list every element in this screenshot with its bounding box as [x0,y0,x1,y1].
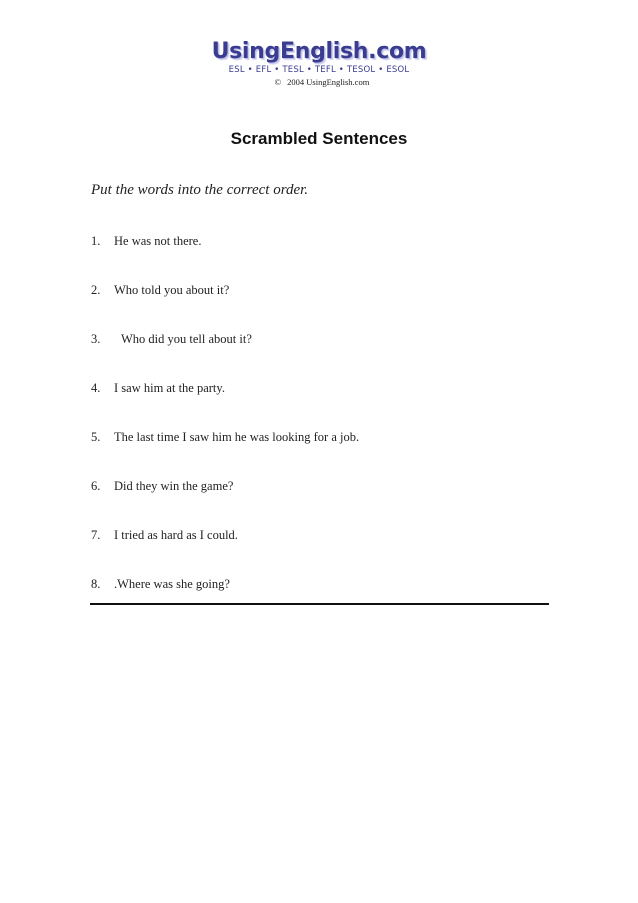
sentence-text: He was not there. [114,234,202,248]
logo-tagline: ESL • EFL • TESL • TEFL • TESOL • ESOL [228,65,410,75]
copyright-line [0,77,638,87]
page-title: Scrambled Sentences [230,129,408,148]
sentence-number: 4. [91,381,101,395]
sentence-item-6 [91,478,561,527]
sentence-text: Who told you about it? [114,283,230,297]
sentence-item-1 [91,233,561,282]
sentence-text: The last time I saw him he was looking for a job. [114,430,360,444]
sentence-number: 3. [91,332,101,346]
sentence-list [91,233,561,625]
sentence-item-3 [91,331,561,380]
instructions-text: Put the words into the correct order. [91,182,309,198]
sentence-text: Did they win the game? [114,479,234,493]
site-logo [0,40,638,76]
copyright-text: 2004 UsingEnglish.com [287,77,370,87]
sentence-item-2 [91,282,561,331]
sentence-number: 1. [91,234,101,248]
sentence-text: .Where was she going? [114,577,230,591]
sentence-item-8 [91,576,561,625]
logo-text: UsingEnglish.com [211,39,427,64]
sentence-number: 8. [91,577,101,591]
sentence-item-5 [91,429,561,478]
sentence-item-4 [91,380,561,429]
sentence-item-7 [91,527,561,576]
copyright-symbol: © [274,77,282,87]
sentence-number: 5. [91,430,101,444]
sentence-number: 6. [91,479,101,493]
sentence-number: 2. [91,283,101,297]
sentence-text: Who did you tell about it? [121,332,252,346]
bottom-rule-divider [90,603,549,605]
sentence-number: 7. [91,528,101,542]
sentence-text: I tried as hard as I could. [114,528,238,542]
sentence-text: I saw him at the party. [114,381,225,395]
